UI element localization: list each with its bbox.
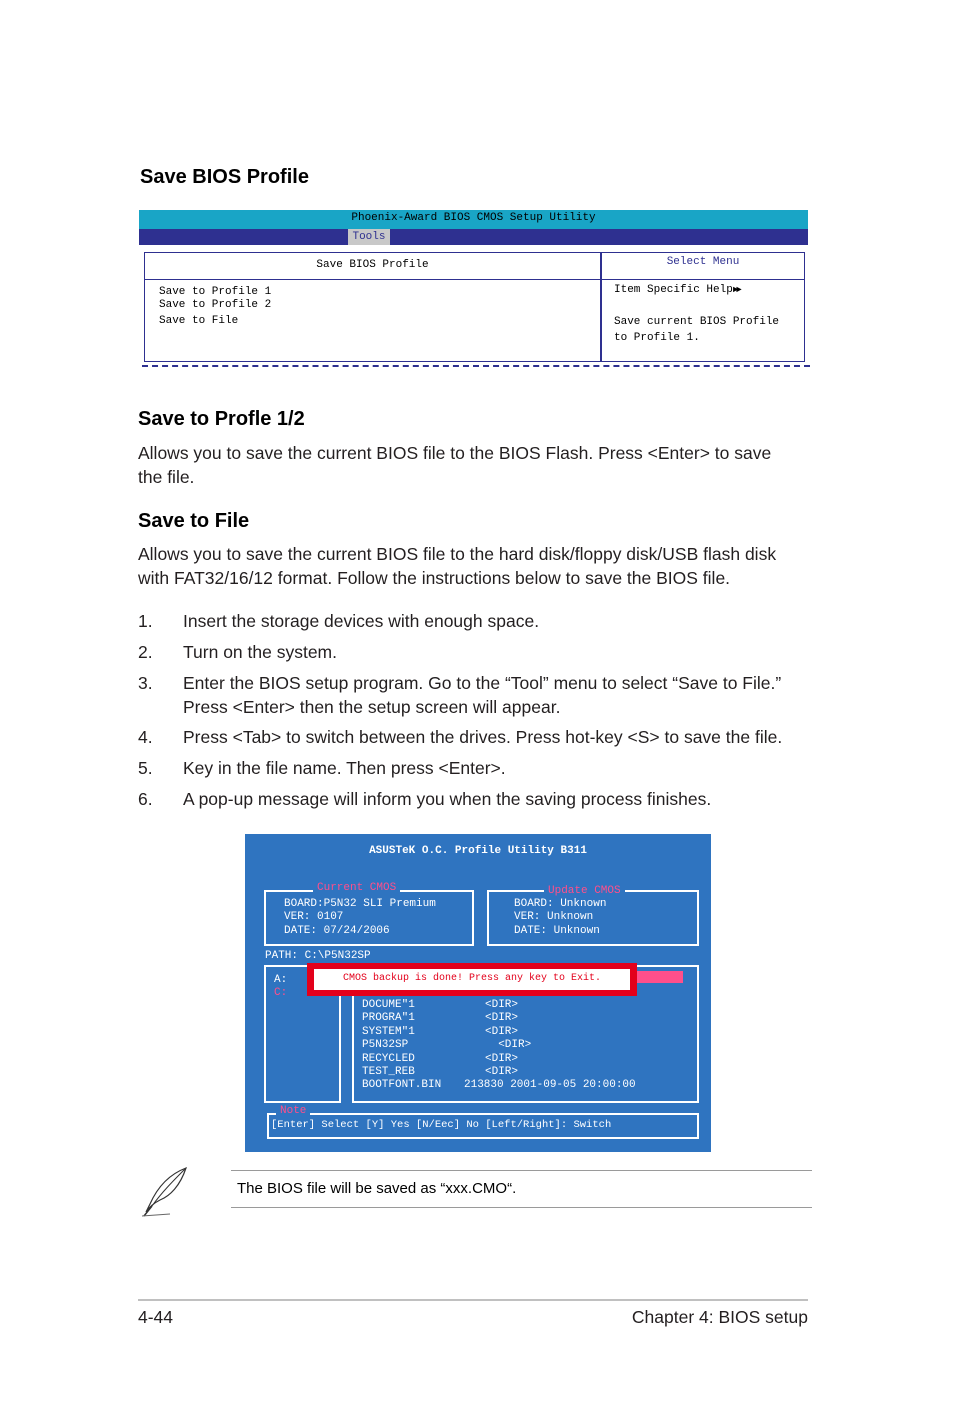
file-entry-name[interactable]: P5N32SP (362, 1039, 409, 1051)
bios-section-title: Save BIOS Profile (316, 259, 429, 271)
current-version: VER: 0107 (284, 911, 344, 923)
section-heading-save-bios-profile: Save BIOS Profile (140, 166, 309, 188)
file-entry-info: 213830 2001-09-05 20:00:00 (464, 1079, 636, 1091)
paragraph-save-to-file-1: Allows you to save the current BIOS file to the hard disk/floppy disk/USB flash disk (138, 544, 777, 564)
bios-help-panel (601, 252, 805, 362)
step-number: 2. (138, 642, 153, 662)
menu-item-save-to-file[interactable]: Save to File (159, 315, 239, 327)
note-divider-top (231, 1170, 812, 1171)
help-text-line-2: to Profile 1. (614, 332, 700, 344)
step-text: Press <Tab> to switch between the drives. Press hot-key <S> to save the file. (183, 727, 783, 747)
note-text: The BIOS file will be saved as “xxx.CMO“. (237, 1180, 517, 1197)
bios-setup-screen (139, 210, 808, 367)
current-date: DATE: 07/24/2006 (284, 925, 390, 937)
bios-menu-bar (139, 229, 808, 245)
file-entry-info: <DIR> (485, 999, 519, 1011)
step-text-continued: Press <Enter> then the setup screen will appear. (183, 697, 561, 717)
bios-bottom-border (142, 365, 810, 367)
menu-item-save-profile-2[interactable]: Save to Profile 2 (159, 299, 272, 311)
feather-pen-icon (140, 1166, 190, 1223)
bios-main-panel (144, 252, 601, 362)
page-number: 4-44 (138, 1307, 174, 1327)
file-entry-name[interactable]: BOOTFONT.BIN (362, 1079, 442, 1091)
path-display: PATH: C:\P5N32SP (265, 950, 371, 962)
step-number: 3. (138, 673, 153, 693)
file-entry-info: <DIR> (485, 1026, 519, 1038)
step-number: 5. (138, 758, 153, 778)
tab-tools[interactable]: Tools (348, 229, 390, 245)
help-text-line-1: Save current BIOS Profile (614, 316, 780, 328)
menu-item-save-profile-1[interactable]: Save to Profile 1 (159, 286, 272, 298)
chapter-title: Chapter 4: BIOS setup (631, 1307, 808, 1327)
double-arrow-icon: ►► (732, 285, 740, 295)
popup-message: CMOS backup is done! Press any key to Exit. (342, 973, 602, 984)
oc-profile-utility-screen (245, 834, 711, 1152)
file-entry-name[interactable]: TEST_REB (362, 1066, 415, 1078)
paragraph-save-to-profile-1: Allows you to save the current BIOS file to the BIOS Flash. Press <Enter> to save (138, 443, 772, 463)
update-board: BOARD: Unknown (514, 898, 607, 910)
note-divider-bottom (231, 1207, 812, 1208)
update-date: DATE: Unknown (514, 925, 600, 937)
paragraph-save-to-profile-2: the file. (138, 467, 195, 487)
step-text: Turn on the system. (183, 642, 337, 662)
step-text: Insert the storage devices with enough space. (183, 611, 540, 631)
step-number: 1. (138, 611, 153, 631)
file-entry-info: <DIR> (485, 1039, 532, 1051)
help-select-menu: Select Menu (666, 256, 740, 268)
file-entry-info: <DIR> (485, 1066, 519, 1078)
file-entry-name[interactable]: DOCUME"1 (362, 999, 415, 1011)
utility-title: ASUSTeK O.C. Profile Utility B311 (369, 845, 587, 857)
step-text: A pop-up message will inform you when the saving process finishes. (183, 789, 712, 809)
bios-title: Phoenix-Award BIOS CMOS Setup Utility (351, 212, 596, 224)
drive-c[interactable]: C: (274, 987, 288, 999)
heading-save-to-file: Save to File (138, 510, 250, 532)
file-entry-info: <DIR> (485, 1012, 519, 1024)
file-entry-name[interactable]: RECYCLED (362, 1053, 415, 1065)
heading-save-to-profile: Save to Profle 1/2 (138, 408, 305, 430)
step-text: Key in the file name. Then press <Enter>. (183, 758, 506, 778)
file-list-highlight (635, 971, 683, 983)
update-version: VER: Unknown (514, 911, 594, 923)
paragraph-save-to-file-2: with FAT32/16/12 format. Follow the instructions below to save the BIOS file. (138, 568, 731, 588)
file-entry-name[interactable]: SYSTEM"1 (362, 1026, 415, 1038)
note-keys: [Enter] Select [Y] Yes [N/Eec] No [Left/Right]: Switch (271, 1119, 612, 1131)
step-number: 6. (138, 789, 153, 809)
current-board: BOARD:P5N32 SLI Premium (284, 898, 436, 910)
file-entry-info: <DIR> (485, 1053, 519, 1065)
current-cmos-label: Current CMOS (313, 882, 400, 894)
file-entry-name[interactable]: PROGRA"1 (362, 1012, 415, 1024)
help-title: Item Specific Help►► (614, 284, 740, 296)
step-text: Enter the BIOS setup program. Go to the “Tool” menu to select “Save to File.” (183, 673, 782, 693)
note-label: Note (276, 1105, 310, 1117)
popup-dialog (307, 963, 637, 996)
footer-divider (138, 1299, 808, 1301)
step-number: 4. (138, 727, 153, 747)
update-cmos-label: Update CMOS (544, 885, 625, 897)
drive-a[interactable]: A: (274, 974, 288, 986)
